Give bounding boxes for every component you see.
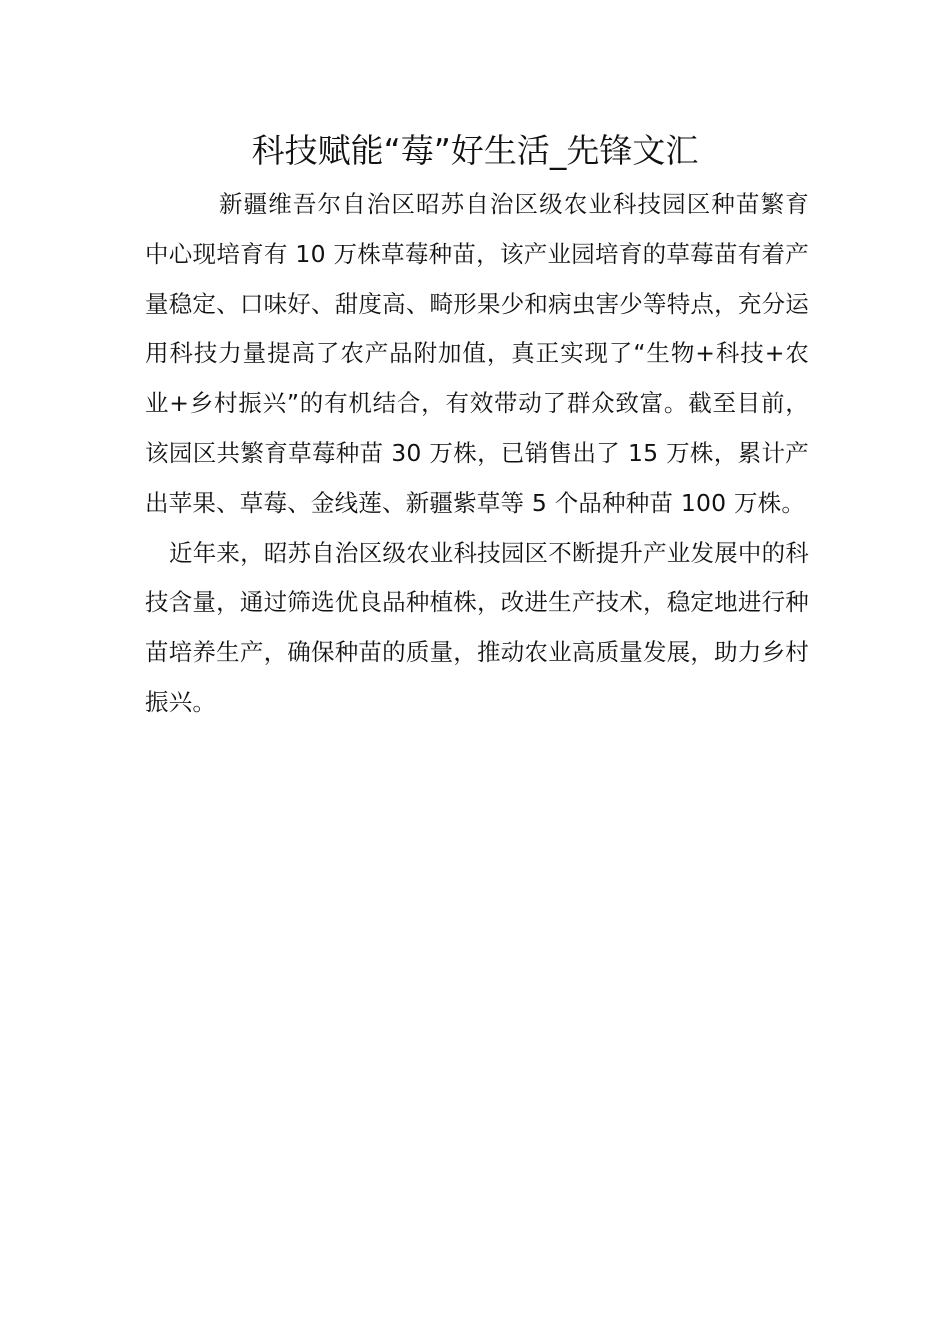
paragraph-2: 近年来，昭苏自治区级农业科技园区不断提升产业发展中的科技含量，通过筛选优良品种植株，改进生产技术，稳定地进行种苗培养生产，确保种苗的质量，推动农业高质量发展，助力乡村振兴。 bbox=[145, 538, 809, 716]
document-body bbox=[145, 180, 809, 728]
document-title: 科技赋能“莓”好生活_先锋文汇 bbox=[251, 131, 699, 170]
paragraph-1: 新疆维吾尔自治区昭苏自治区级农业科技园区种苗繁育中心现培育有 10 万株草莓种苗，该产业园培育的草莓苗有着产量稳定、口味好、甜度高、畸形果少和病虫害少等特点，充分运用科技力量提高了农产品附加值，真正实现了“生物+科技+农业+乡村振兴”的有机结合，有效带动了群众致富。截至目前，该园区共繁育草莓种苗 30 万株，已销售出了 15 万株，累计产出苹果、草莓、金线莲、新疆紫草等 5 个品种种苗 100 万株。 bbox=[145, 190, 809, 517]
